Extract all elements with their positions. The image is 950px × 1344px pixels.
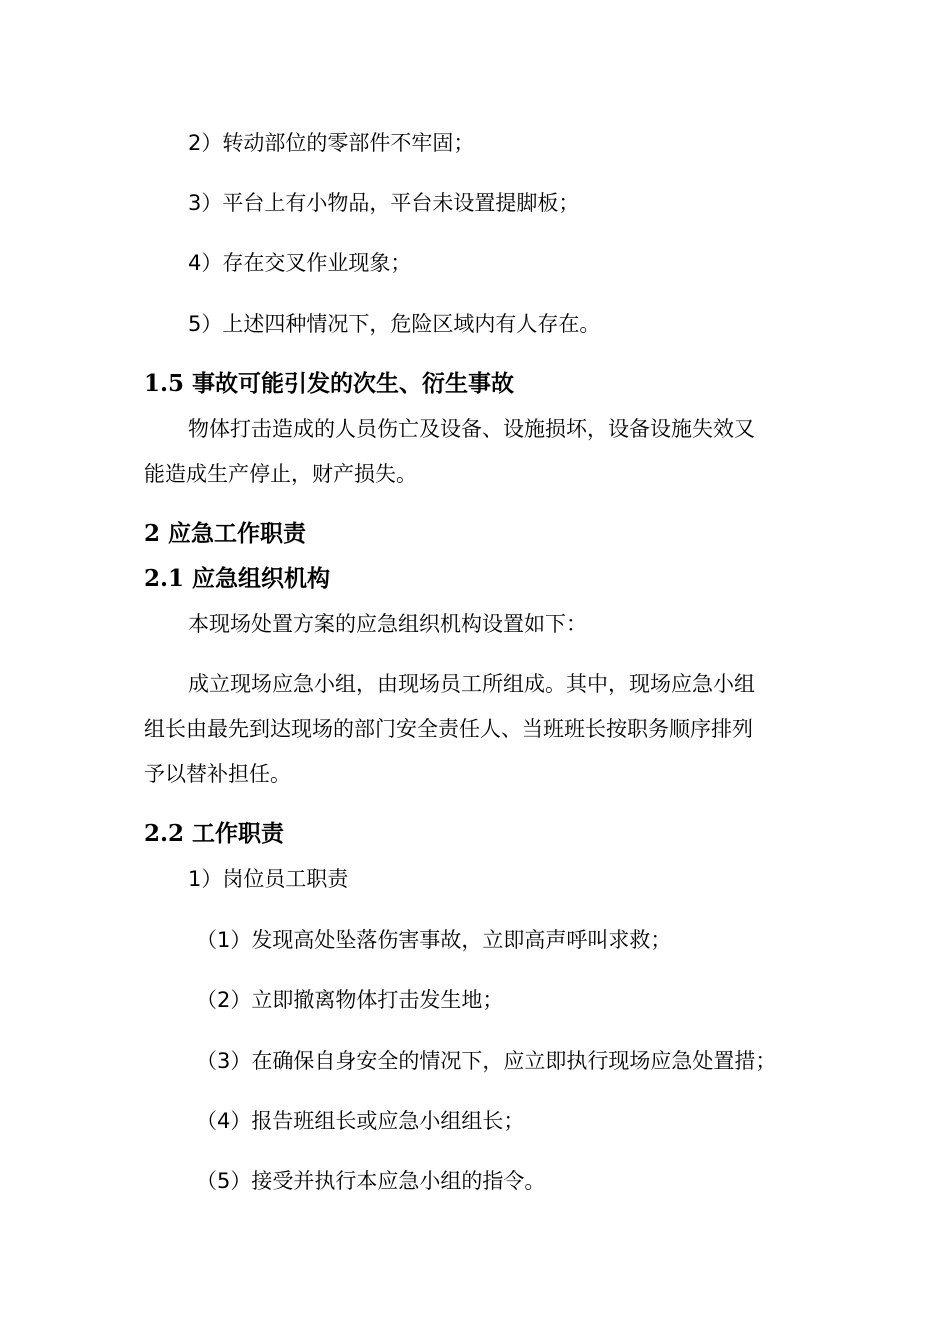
section-heading-2-2: 2.2 工作职责 (144, 820, 285, 847)
paragraph-line: 本现场处置方案的应急组织机构设置如下： (188, 612, 587, 636)
paragraph-line: 予以替补担任。 (144, 762, 291, 786)
section-heading-2-1: 2.1 应急组织机构 (144, 565, 331, 592)
list-item: （2）立即撤离物体打击发生地； (196, 988, 504, 1012)
paragraph-line: 成立现场应急小组，由现场员工所组成。其中，现场应急小组 (188, 672, 755, 696)
list-item: 5）上述四种情况下，危险区域内有人存在。 (188, 312, 601, 336)
list-item: （1）发现高处坠落伤害事故，立即高声呼叫求救； (196, 928, 672, 952)
section-heading-1-5: 1.5 事故可能引发的次生、衍生事故 (144, 370, 515, 397)
list-item: （3）在确保自身安全的情况下，应立即执行现场应急处置措； (196, 1049, 777, 1073)
list-item: 3）平台上有小物品，平台未设置提脚板； (188, 191, 580, 215)
paragraph-line: 物体打击造成的人员伤亡及设备、设施损坏，设备设施失效又 (188, 417, 755, 441)
paragraph-line: 组长由最先到达现场的部门安全责任人、当班班长按职务顺序排列 (144, 717, 753, 741)
list-item: 4）存在交叉作业现象； (188, 251, 412, 275)
list-item: （5）接受并执行本应急小组的指令。 (196, 1169, 546, 1193)
list-item: （4）报告班组长或应急小组组长； (196, 1109, 525, 1133)
paragraph-line: 能造成生产停止，财产损失。 (144, 462, 417, 486)
section-heading-2: 2 应急工作职责 (144, 520, 307, 547)
list-item: 2）转动部位的零部件不牢固； (188, 131, 475, 155)
sub-heading: 1）岗位员工职责 (188, 867, 349, 891)
